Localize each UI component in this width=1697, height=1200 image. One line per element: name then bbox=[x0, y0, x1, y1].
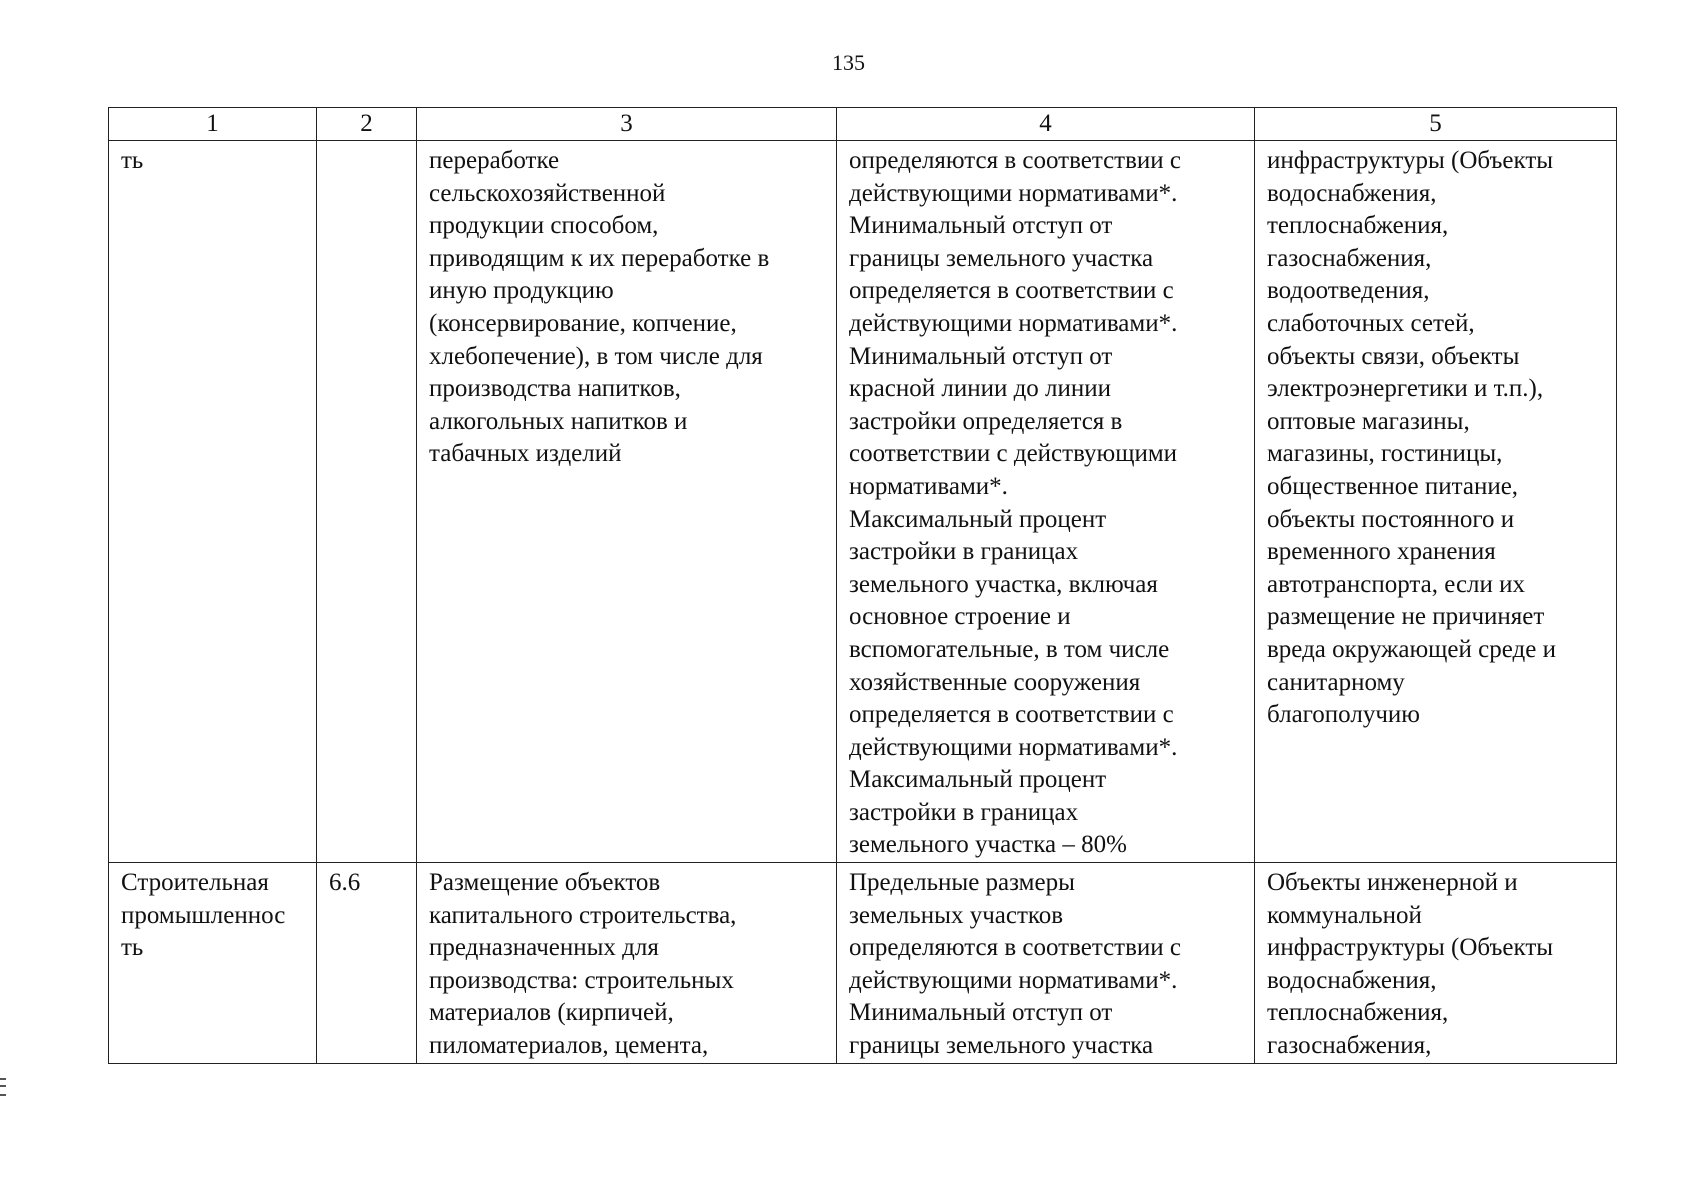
table-cell-use-name bbox=[109, 141, 317, 863]
column-header-5: 5 bbox=[1255, 108, 1617, 141]
cell-text: переработке сельскохозяйственной продукции способом, приводящим к их переработке в иную продукцию (консервирование, копчение, хлебопечение), в том числе для производства напитков, алкогольных напитков и табачных изделий bbox=[429, 147, 770, 468]
table-row bbox=[109, 863, 1617, 1064]
table-cell-auxiliary-uses bbox=[1255, 863, 1617, 1064]
table-cell-parameters bbox=[837, 141, 1255, 863]
table-cell-parameters bbox=[837, 863, 1255, 1064]
table-row bbox=[109, 141, 1617, 863]
cell-text: инфраструктуры (Объекты водоснабжения, теплоснабжения, газоснабжения, водоотведения, слаботочных сетей, объекты связи, объекты электроэнергетики и т.п.), оптовые магазины, магазины, гостиницы, общественное питание, объекты постоянного и временного хранения автотранспорта, если их размещение не причиняет вреда окружающей среде и санитарному благополучию bbox=[1267, 147, 1556, 729]
table-cell-auxiliary-uses bbox=[1255, 141, 1617, 863]
cell-text: определяются в соответствии с действующими нормативами*. Минимальный отступ от границы земельного участка определяется в соответствии с действующими нормативами*. Минимальный отступ от красной линии до линии застройки определяется в соответствии с действующими нормативами*. Максимальный процент застройки в границах земельного участка, включая основное строение и вспомогательные, в том числе хозяйственные сооружения определяется в соответствии с действующими нормативами*. Максимальный процент застройки в границах земельного участка – 80% bbox=[849, 147, 1182, 859]
zoning-table bbox=[108, 107, 1617, 1064]
column-header-2: 2 bbox=[317, 108, 417, 141]
column-header-4: 4 bbox=[837, 108, 1255, 141]
cell-text: Размещение объектов капитального строительства, предназначенных для производства: строительных материалов (кирпичей, пиломатериалов, цемента, bbox=[429, 869, 737, 1060]
table-cell-code bbox=[317, 141, 417, 863]
table-cell-description bbox=[417, 863, 837, 1064]
table-cell-code bbox=[317, 863, 417, 1064]
cell-text: Строительная промышленнос ть bbox=[121, 869, 286, 962]
cell-text: Предельные размеры земельных участков определяются в соответствии с действующими нормативами*. Минимальный отступ от границы земельного участка bbox=[849, 869, 1182, 1060]
cell-text: 6.6 bbox=[329, 869, 361, 897]
column-header-1: 1 bbox=[109, 108, 317, 141]
page-number: 135 bbox=[832, 50, 865, 75]
table-cell-use-name bbox=[109, 863, 317, 1064]
scan-margin-mark bbox=[0, 1078, 6, 1096]
column-header-3: 3 bbox=[417, 108, 837, 141]
table-cell-description bbox=[417, 141, 837, 863]
table-header-row bbox=[109, 108, 1617, 141]
cell-text: ть bbox=[121, 147, 144, 174]
cell-text: Объекты инженерной и коммунальной инфраструктуры (Объекты водоснабжения, теплоснабжения, газоснабжения, bbox=[1267, 869, 1554, 1060]
